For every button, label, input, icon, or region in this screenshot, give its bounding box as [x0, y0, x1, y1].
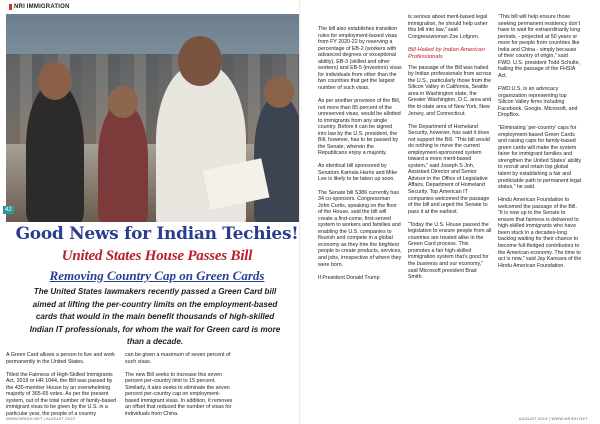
body-column-5: [498, 14, 582, 276]
section-tag: [9, 4, 70, 10]
right-page: [300, 0, 600, 424]
right-footer: AUGUST 2019 | WWW.NRIDH.NET: [518, 416, 588, 421]
section-tag-label: NRI IMMIGRATION: [14, 4, 70, 10]
body-paragraph: Titled the Fairness of High-Skilled Immigrants Act, 2019 or HR 1044, the Bill was passed by the 435-member House by an overwhelming majority of 365-65 votes. As per the present system, out of the total number of family-based immigrant visas to be given by the U.S. in a particular year, the people of a country: [6, 371, 117, 417]
body-paragraph: The Senate bill S386 currently has 34 co-sponsors. Congressman John Curtis, speaking on the floor of the House, said the bill will create a first-come, first-served system to workers and families and enabling the U.S. companies to flourish and compete in a global economy as they hire the brightest people to create products, services, and jobs, irrespective of where they were born.: [318, 189, 402, 268]
photo-person-head: [264, 76, 294, 108]
page-number: 42: [5, 207, 12, 213]
body-paragraph: The passage of the Bill was hailed by Indian professionals from across the U.S., particularly those from the Silicon Valley in California, Seattle area in Washington state, the Greater Washington, D.C. area and the tri-state area of New York, New Jersey, and Connecticut.: [408, 64, 492, 117]
body-paragraph: An identical bill sponsored by Senators Kamala Harris and Mike Lee is likely to be taken up soon.: [318, 163, 398, 183]
body-paragraph: The new Bill seeks to increase this seven percent per-country limit to 15 percent. Similarly, it also seeks to eliminate the seven percent per-country cap on employment-based immigrant visas. In addition, it removes an offset that reduced the number of visas for individuals from China.: [125, 371, 233, 417]
body-paragraph: “Today the U.S. House passed the legislation to ensure people from all countries are treated alike in the Green Card process. This promotes a fair high-skilled immigration system that’s good for the business and our economy,” said Microsoft president Brad Smith.: [408, 221, 492, 281]
body-column-3: [318, 26, 402, 288]
body-paragraph: can be given a maximum of seven percent of such visas.: [125, 352, 231, 365]
left-footer: WWW.NRIDH.NET | AUGUST 2019: [6, 416, 75, 421]
photo-person-head: [108, 86, 138, 118]
news-photo: [6, 14, 300, 222]
body-paragraph: A Green Card allows a person to live and work permanently in the United States.: [6, 352, 115, 365]
photo-person: [26, 84, 84, 222]
photo-person-head: [38, 62, 72, 100]
body-paragraph: is serious about merit-based legal immigration, he should help usher this bill into law,” said Congresswoman Zoe Lofgren.: [408, 14, 488, 40]
body-paragraph: “This bill will help ensure those seeking permanent residency don’t have to wait for extraordinarily long periods, - projected at 50 years or more for people from countries like India and China - simply because of their country of origin,” said FWD. U.S. president Todd Schulte, hailing the passage of the FHSIA Act.: [498, 14, 581, 79]
body-paragraph: The Department of Homeland Security, however, has said it does not support the Bill. “This bill would do nothing to move the current employment-sponsored system toward a more merit-based system,” said Joseph S Joh, Assistant Director and Senior Advisor in the Office of Legislative Affairs, Department of Homeland Security. Top American IT companies welcomed the passage of the bill and urged the Senate to pass it at the earliest.: [408, 123, 490, 215]
body-paragraph: FWD.U.S. is an advocacy organization representing top Silicon Valley firms including Facebook, Google, Microsoft, and DropBox.: [498, 85, 578, 119]
headline: Good News for Indian Techies!: [15, 224, 299, 244]
body-column-4: [408, 14, 492, 287]
body-paragraph: Hindu American Foundation to welcomed the passage of the Bill. “It is now up to the Senate to ensure that fairness is delivered to high-skilled immigrants who have been stuck in a decades-long backlog waiting for their chance to become full-fledged contributors to the American economy. The time to act is now,” said Jay Kansara of the Hindu American Foundation.: [498, 197, 582, 269]
body-column-2: [125, 352, 233, 424]
section-tag-bar: [9, 4, 12, 10]
body-paragraph: As per another provision of the Bill, not more than 85 percent of the unreserved visas, would be allotted to immigrants from any single country. Before it can be signed into law by the U.S. president, the Bill, however, has to be passed by the Senate, wherein the Republicans enjoy a majority.: [318, 97, 401, 157]
body-paragraph: “Eliminating ‘per-country’ caps for employment-based Green Cards and raising caps for family-based green cards will make the system fairer for immigrant families and strengthen the United States’ ability to recruit and retain top global talent by establishing a fair and predictable path to permanent legal status,” he said.: [498, 125, 582, 191]
body-column-1: [6, 352, 118, 424]
article-deck: The United States lawmakers recently passed a Green Card bill aimed at lifting the per-country limits on the employment-based cards that would in the main benefit thousands of high-skilled Indian IT professionals, for whom the wait for Green card is more than a decade.: [29, 287, 281, 347]
subhead-secondary: Removing Country Cap on Green Cards: [49, 268, 265, 283]
photo-person: [98, 104, 148, 222]
section-heading: Bill Hailed by Indian American Professionals: [408, 46, 485, 60]
body-paragraph: The bill also establishes transition rules for employment-based visas from FY 2020-22 by reserving a percentage of EB-2 (workers with advanced degrees or exceptional ability), EB-3 (skilled and other workers) and EB-5 (investors) visas for individuals from other than the two countries that get the largest number of such visas.: [318, 26, 402, 91]
subhead: United States House Passes Bill: [61, 248, 253, 264]
photo-person-head: [178, 36, 222, 86]
body-paragraph: If President Donald Trump: [318, 274, 380, 281]
